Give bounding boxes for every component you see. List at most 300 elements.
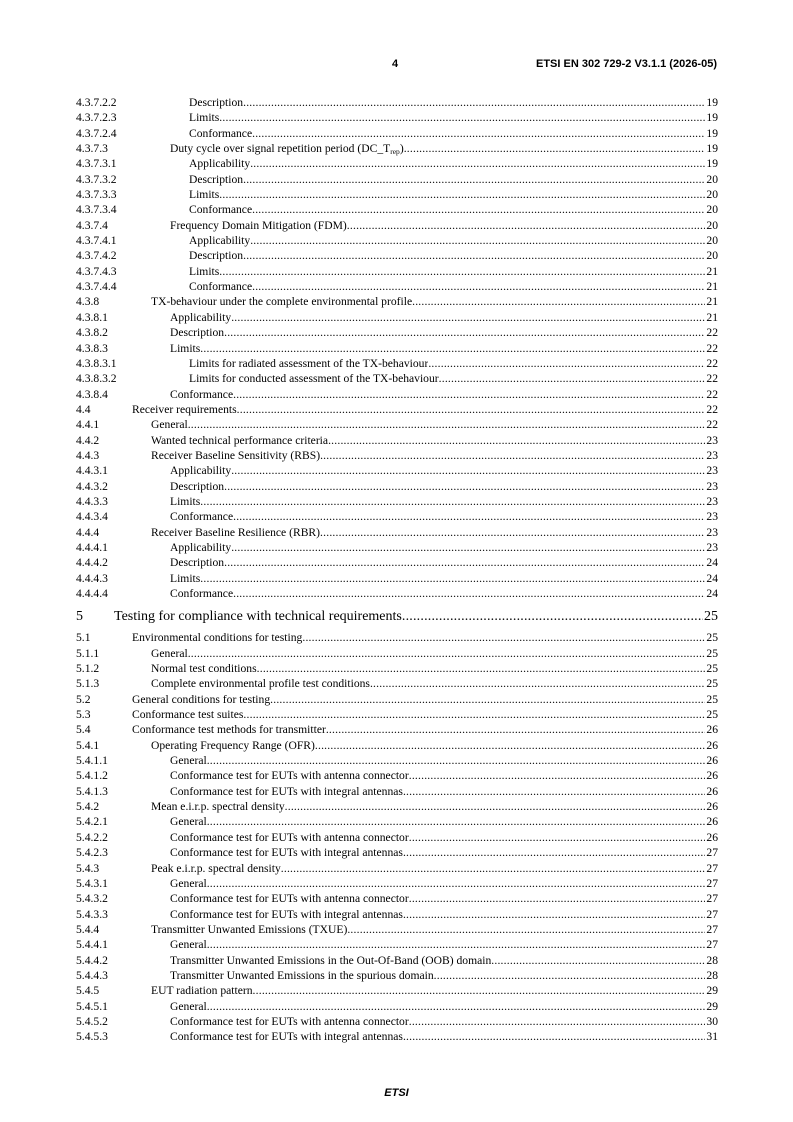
toc-entry-page: 27 (706, 938, 718, 952)
toc-dot-leader (224, 479, 705, 494)
toc-entry-number: 4.3.8.3.2 (76, 372, 117, 386)
toc-entry-number: 5.4.2.3 (76, 846, 108, 860)
toc-entry-number: 4.3.7.2.2 (76, 96, 117, 109)
toc-entry[interactable] (76, 845, 718, 860)
toc-entry-number: 5.4.5 (76, 984, 100, 998)
toc-dot-leader (257, 661, 706, 676)
toc-entry-title: Transmitter Unwanted Emissions in the spurious domain (170, 968, 434, 982)
toc-entry[interactable] (76, 110, 718, 125)
toc-entry[interactable] (76, 540, 718, 555)
toc-dot-leader (243, 248, 705, 263)
toc-entry-title: Wanted technical performance criteria (151, 433, 329, 447)
toc-entry-number: 4.4.2 (76, 433, 100, 447)
toc-entry-title: Limits (170, 341, 201, 355)
toc-entry-number: 5.4.4.1 (76, 938, 108, 952)
toc-dot-leader (434, 968, 706, 983)
toc-entry-title: Conformance test methods for transmitter (132, 723, 326, 737)
toc-entry[interactable] (76, 187, 718, 202)
toc-dot-leader (233, 387, 705, 402)
toc-entry[interactable] (76, 830, 718, 845)
toc-entry-page: 25 (706, 677, 718, 691)
toc-entry[interactable] (76, 294, 718, 309)
toc-entry-title: General (151, 418, 188, 432)
toc-entry-title: Normal test conditions (151, 662, 257, 676)
toc-dot-leader (315, 738, 706, 753)
toc-entry-number: 4.3.8 (76, 295, 100, 309)
toc-entry-page: 27 (706, 922, 718, 936)
toc-entry[interactable] (76, 371, 718, 386)
toc-entry[interactable] (76, 417, 718, 432)
toc-entry-number: 4.4.4.1 (76, 540, 108, 554)
toc-dot-leader (347, 922, 705, 937)
toc-entry-page: 28 (706, 953, 718, 967)
toc-entry-page: 25 (704, 609, 718, 625)
toc-entry[interactable] (76, 525, 718, 540)
toc-dot-leader (328, 433, 705, 448)
toc-entry-page: 27 (706, 846, 718, 860)
toc-entry-title: Applicability (170, 464, 232, 478)
toc-entry-page: 26 (706, 754, 718, 768)
toc-dot-leader (250, 156, 705, 171)
toc-dot-leader (326, 722, 706, 737)
toc-dot-leader (270, 692, 705, 707)
toc-entry-title-suffix: ) (399, 142, 404, 156)
toc-entry-title: Description (170, 556, 225, 570)
toc-entry-number: 5.4 (76, 723, 91, 737)
toc-entry-page: 26 (706, 815, 718, 829)
toc-entry-page: 26 (706, 769, 718, 783)
toc-dot-leader (207, 814, 706, 829)
toc-entry[interactable] (76, 937, 718, 952)
toc-entry-title: Conformance test for EUTs with integral antennas (170, 784, 403, 798)
toc-entry[interactable] (76, 692, 718, 707)
toc-dot-leader (412, 294, 705, 309)
toc-entry[interactable] (76, 753, 718, 768)
toc-entry[interactable] (76, 907, 718, 922)
toc-entry-title: General (170, 938, 207, 952)
toc-entry-number: 4.3.7.3.4 (76, 203, 117, 217)
toc-entry-page: 26 (706, 830, 718, 844)
toc-entry[interactable] (76, 172, 718, 187)
toc-entry[interactable] (76, 310, 718, 325)
toc-entry[interactable] (76, 1014, 718, 1029)
toc-entry-number: 5.4.1.1 (76, 754, 108, 768)
toc-entry-title: Conformance test for EUTs with integral antennas (170, 846, 403, 860)
toc-entry-page: 25 (706, 708, 718, 722)
toc-entry-number: 4.3.7.3.1 (76, 157, 117, 171)
toc-dot-leader (224, 555, 705, 570)
toc-entry-number: 4.3.7.3.3 (76, 188, 117, 202)
toc-entry-title: Conformance (189, 203, 253, 217)
toc-entry-page: 20 (706, 203, 718, 217)
toc-entry-title: Limits for conducted assessment of the TX-behaviour (189, 372, 439, 386)
toc-dot-leader (252, 279, 705, 294)
toc-dot-leader (200, 571, 705, 586)
toc-entry-page: 19 (706, 142, 718, 156)
toc-entry-title: Transmitter Unwanted Emissions in the Out-Of-Band (OOB) domain (170, 953, 492, 967)
toc-dot-leader (243, 707, 705, 722)
toc-entry-page: 29 (706, 984, 718, 998)
toc-entry-number: 5.4.5.3 (76, 1030, 108, 1044)
toc-dot-leader (219, 187, 705, 202)
toc-entry-title: General conditions for testing (132, 692, 271, 706)
toc-entry-title: Conformance test for EUTs with antenna connector (170, 892, 409, 906)
toc-entry[interactable] (76, 279, 718, 294)
toc-entry[interactable] (76, 876, 718, 891)
toc-entry[interactable] (76, 891, 718, 906)
toc-entry[interactable] (76, 738, 718, 753)
toc-entry-title: Description (189, 249, 244, 263)
toc-entry[interactable] (76, 676, 718, 691)
toc-dot-leader (233, 509, 705, 524)
toc-dot-leader (409, 830, 706, 845)
toc-entry[interactable] (76, 983, 718, 998)
toc-entry-title: Limits (170, 494, 201, 508)
toc-entry-page: 22 (706, 418, 718, 432)
toc-entry-number: 4.4.1 (76, 418, 100, 432)
toc-entry[interactable] (76, 218, 718, 233)
toc-entry-number: 4.4.4 (76, 525, 100, 539)
toc-entry-number: 4.4.3.4 (76, 510, 108, 524)
toc-entry-title: Limits (170, 571, 201, 585)
toc-dot-leader (320, 448, 705, 463)
page-number: 4 (392, 58, 399, 70)
toc-entry-number: 5.4.3.3 (76, 907, 108, 921)
toc-entry[interactable] (76, 604, 718, 630)
toc-entry-title: Receiver Baseline Sensitivity (RBS) (151, 448, 321, 462)
toc-entry[interactable] (76, 141, 718, 156)
toc-entry-page: 23 (706, 479, 718, 493)
toc-dot-leader (188, 646, 706, 661)
toc-entry-number: 4.3.7.2.3 (76, 111, 117, 125)
toc-dot-leader (231, 463, 705, 478)
toc-entry-title: Limits (189, 188, 220, 202)
toc-entry-number: 4.3.7.4.2 (76, 249, 117, 263)
toc-entry[interactable] (76, 402, 718, 417)
toc-entry-title: Environmental conditions for testing (132, 631, 303, 645)
toc-entry[interactable] (76, 463, 718, 478)
toc-entry-page: 28 (706, 968, 718, 982)
toc-entry-page: 22 (706, 372, 718, 386)
toc-entry[interactable] (76, 968, 718, 983)
toc-entry-number: 5.4.1.2 (76, 769, 108, 783)
toc-entry[interactable] (76, 95, 718, 110)
toc-entry-page: 21 (706, 280, 718, 294)
toc-entry-title: Applicability (170, 310, 232, 324)
toc-entry[interactable] (76, 156, 718, 171)
toc-dot-leader (200, 341, 705, 356)
toc-entry-title: Conformance (170, 510, 234, 524)
toc-entry[interactable] (76, 387, 718, 402)
toc-dot-leader (403, 784, 705, 799)
toc-entry-page: 27 (706, 892, 718, 906)
toc-entry-number: 5.2 (76, 692, 91, 706)
toc-entry-title: Transmitter Unwanted Emissions (TXUE) (151, 922, 348, 936)
toc-entry[interactable] (76, 494, 718, 509)
toc-entry[interactable] (76, 325, 718, 340)
toc-entry-title: Description (170, 326, 225, 340)
toc-entry-number: 5.4.4 (76, 922, 100, 936)
toc-entry-number: 5.4.2 (76, 800, 100, 814)
toc-entry-page: 25 (706, 692, 718, 706)
toc-entry-number: 4.3.7.2.4 (76, 126, 117, 140)
toc-entry-page: 24 (706, 571, 718, 585)
toc-dot-leader (250, 233, 705, 248)
toc-entry-title: TX-behaviour under the complete environmental profile (151, 295, 413, 309)
toc-entry-title: Limits (189, 264, 220, 278)
table-of-contents (76, 95, 718, 1045)
toc-dot-leader (281, 861, 706, 876)
toc-entry-title: Applicability (189, 157, 251, 171)
toc-entry-title: Conformance test for EUTs with integral antennas (170, 1030, 403, 1044)
toc-entry-title: Operating Frequency Range (OFR) (151, 738, 315, 752)
toc-entry[interactable] (76, 922, 718, 937)
toc-entry[interactable] (76, 571, 718, 586)
toc-dot-leader (409, 1014, 706, 1029)
toc-entry-number: 4.4.3 (76, 448, 100, 462)
toc-entry-page: 20 (706, 234, 718, 248)
toc-entry-number: 5.4.2.2 (76, 830, 108, 844)
toc-dot-leader (285, 799, 706, 814)
toc-entry-title: Frequency Domain Mitigation (FDM) (170, 218, 347, 232)
toc-entry-title: EUT radiation pattern (151, 984, 253, 998)
toc-entry-number: 4.4.3.1 (76, 464, 108, 478)
toc-entry-page: 26 (706, 800, 718, 814)
toc-entry-page: 23 (706, 540, 718, 554)
toc-entry-page: 27 (706, 861, 718, 875)
toc-dot-leader (188, 417, 706, 432)
toc-dot-leader (403, 1029, 705, 1044)
toc-entry-title: Conformance test for EUTs with antenna connector (170, 1014, 409, 1028)
toc-entry[interactable] (76, 707, 718, 722)
toc-dot-leader (243, 95, 705, 110)
toc-entry-page: 20 (706, 188, 718, 202)
toc-entry-number: 4.3.7.4.4 (76, 280, 117, 294)
toc-entry-page: 25 (706, 662, 718, 676)
toc-entry-page: 30 (706, 1014, 718, 1028)
toc-dot-leader (252, 126, 705, 141)
toc-entry-page: 19 (706, 96, 718, 109)
toc-entry-page: 25 (706, 646, 718, 660)
toc-entry-page: 22 (706, 341, 718, 355)
toc-entry-number: 5.4.4.3 (76, 968, 108, 982)
toc-entry[interactable] (76, 799, 718, 814)
toc-entry[interactable] (76, 722, 718, 737)
toc-entry-subscript: rep (390, 147, 400, 157)
toc-entry[interactable] (76, 448, 718, 463)
toc-dot-leader (409, 768, 706, 783)
toc-entry-title: Conformance test suites (132, 708, 244, 722)
toc-dot-leader (302, 630, 705, 645)
toc-entry-number: 4.3.7.3.2 (76, 172, 117, 186)
toc-dot-leader (233, 586, 705, 601)
document-id: ETSI EN 302 729-2 V3.1.1 (2026-05) (536, 58, 717, 70)
toc-entry[interactable] (76, 861, 718, 876)
toc-entry[interactable] (76, 555, 718, 570)
toc-entry-number: 5.1 (76, 631, 91, 645)
toc-entry-number: 5.4.2.1 (76, 815, 108, 829)
toc-entry-title: Duty cycle over signal repetition period $(DC\_T_{rep})$ (170, 142, 404, 157)
toc-entry-page: 21 (706, 264, 718, 278)
toc-entry-number: 4.3.8.3.1 (76, 356, 117, 370)
toc-entry-number: 5.4.1 (76, 738, 100, 752)
toc-dot-leader (403, 845, 705, 860)
toc-entry-number: 5.4.3.2 (76, 892, 108, 906)
toc-entry[interactable] (76, 341, 718, 356)
toc-entry-page: 23 (706, 433, 718, 447)
toc-dot-leader (491, 953, 705, 968)
toc-entry-title: Conformance test for EUTs with antenna connector (170, 830, 409, 844)
toc-entry-number: 4.3.8.3 (76, 341, 108, 355)
toc-entry-number: 5.4.5.2 (76, 1014, 108, 1028)
toc-entry-title: Receiver requirements (132, 402, 237, 416)
toc-entry-number: 4.4.4.2 (76, 556, 108, 570)
toc-entry-title: General (170, 876, 207, 890)
toc-dot-leader (207, 999, 706, 1014)
toc-entry-title: General (170, 754, 207, 768)
toc-entry-title: Conformance (189, 126, 253, 140)
toc-entry-number: 5 (76, 609, 83, 625)
toc-entry-number: 5.1.3 (76, 677, 100, 691)
toc-entry-title: Applicability (189, 234, 251, 248)
toc-entry[interactable] (76, 1029, 718, 1044)
toc-entry-number: 5.4.4.2 (76, 953, 108, 967)
toc-entry[interactable] (76, 356, 718, 371)
toc-entry-title: Description (189, 96, 244, 109)
toc-entry-number: 5.4.3.1 (76, 876, 108, 890)
toc-entry-page: 21 (706, 310, 718, 324)
toc-entry-number: 4.4.4.4 (76, 587, 108, 600)
toc-entry[interactable] (76, 953, 718, 968)
toc-entry-title: Conformance (189, 280, 253, 294)
toc-entry[interactable] (76, 768, 718, 783)
toc-entry[interactable] (76, 202, 718, 217)
toc-entry-page: 29 (706, 999, 718, 1013)
toc-entry-page: 19 (706, 111, 718, 125)
toc-entry-page: 22 (706, 356, 718, 370)
toc-entry-page: 23 (706, 510, 718, 524)
toc-dot-leader (219, 264, 705, 279)
toc-entry-number: 4.4.4.3 (76, 571, 108, 585)
toc-entry[interactable] (76, 784, 718, 799)
toc-entry[interactable] (76, 479, 718, 494)
toc-dot-leader (231, 540, 705, 555)
toc-entry[interactable] (76, 999, 718, 1014)
toc-entry[interactable] (76, 814, 718, 829)
toc-entry-title: Complete environmental profile test conditions (151, 677, 370, 691)
toc-dot-leader (207, 876, 706, 891)
toc-entry-title: Testing for compliance with technical requirements (114, 609, 402, 625)
toc-entry-title: Limits (189, 111, 220, 125)
toc-dot-leader (403, 907, 705, 922)
toc-entry[interactable] (76, 264, 718, 279)
toc-entry-title: Limits for radiated assessment of the TX-behaviour (189, 356, 429, 370)
toc-entry-page: 22 (706, 326, 718, 340)
toc-entry[interactable] (76, 586, 718, 601)
toc-entry-title: Conformance test for EUTs with integral antennas (170, 907, 403, 921)
toc-entry-page: 23 (706, 525, 718, 539)
toc-entry-page: 26 (706, 723, 718, 737)
toc-entry-number: 4.3.8.4 (76, 387, 108, 401)
toc-dot-leader (224, 325, 705, 340)
toc-entry-page: 19 (706, 126, 718, 140)
toc-entry-number: 5.3 (76, 708, 91, 722)
toc-entry-title: General (170, 999, 207, 1013)
toc-entry-title: Description (189, 172, 244, 186)
toc-entry[interactable] (76, 509, 718, 524)
toc-entry-page: 25 (706, 631, 718, 645)
toc-entry[interactable] (76, 233, 718, 248)
toc-dot-leader (439, 371, 706, 386)
toc-entry-page: 31 (706, 1030, 718, 1044)
toc-dot-leader (243, 172, 705, 187)
toc-entry-title: Receiver Baseline Resilience (RBR) (151, 525, 321, 539)
toc-entry-page: 20 (706, 172, 718, 186)
toc-dot-leader (200, 494, 705, 509)
toc-dot-leader (207, 937, 706, 952)
toc-entry-number: 4.3.8.2 (76, 326, 108, 340)
toc-entry-page: 27 (706, 876, 718, 890)
toc-entry[interactable] (76, 248, 718, 263)
toc-entry-page: 21 (706, 295, 718, 309)
toc-entry-page: 22 (706, 387, 718, 401)
footer-etsi: ETSI (384, 1087, 409, 1099)
toc-entry-title: Description (170, 479, 225, 493)
toc-entry[interactable] (76, 661, 718, 676)
toc-dot-leader (347, 218, 706, 233)
toc-entry-page: 20 (706, 249, 718, 263)
toc-entry-page: 26 (706, 784, 718, 798)
toc-entry-number: 4.4.3.2 (76, 479, 108, 493)
toc-entry-number: 5.4.3 (76, 861, 100, 875)
toc-entry-number: 4.3.7.4.3 (76, 264, 117, 278)
toc-entry-title: Applicability (170, 540, 232, 554)
toc-entry-title: Conformance (170, 387, 234, 401)
toc-entry[interactable] (76, 126, 718, 141)
toc-entry-title: General (151, 646, 188, 660)
toc-entry-page: 24 (706, 587, 718, 600)
toc-dot-leader (409, 891, 706, 906)
toc-dot-leader (428, 356, 705, 371)
toc-entry-title: General (170, 815, 207, 829)
toc-entry-page: 22 (706, 402, 718, 416)
toc-entry-page: 23 (706, 448, 718, 462)
toc-entry-number: 5.4.5.1 (76, 999, 108, 1013)
toc-entry-page: 24 (706, 556, 718, 570)
toc-dot-leader (252, 202, 705, 217)
toc-dot-leader (320, 525, 705, 540)
toc-entry[interactable] (76, 646, 718, 661)
toc-entry[interactable] (76, 433, 718, 448)
toc-entry-number: 5.4.1.3 (76, 784, 108, 798)
toc-entry-page: 23 (706, 464, 718, 478)
toc-dot-leader (231, 310, 705, 325)
toc-dot-leader (207, 753, 706, 768)
toc-entry-page: 26 (706, 738, 718, 752)
toc-entry-page: 19 (706, 157, 718, 171)
toc-entry-title: Conformance test for EUTs with antenna connector (170, 769, 409, 783)
toc-entry-number: 4.4 (76, 402, 91, 416)
toc-dot-leader (404, 141, 706, 156)
toc-dot-leader (370, 676, 705, 691)
toc-entry-number: 5.1.1 (76, 646, 100, 660)
toc-entry-title: Peak e.i.r.p. spectral density (151, 861, 281, 875)
toc-dot-leader (253, 983, 706, 998)
toc-dot-leader (402, 604, 703, 630)
toc-entry[interactable] (76, 630, 718, 645)
toc-entry-number: 4.3.8.1 (76, 310, 108, 324)
toc-entry-page: 27 (706, 907, 718, 921)
